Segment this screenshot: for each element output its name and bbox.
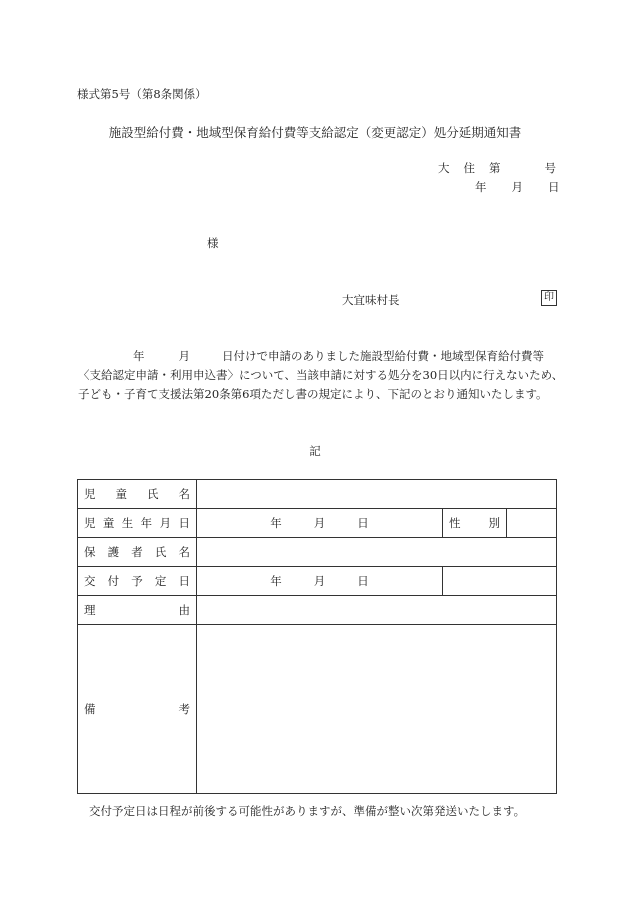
label-child-dob: 児 童 生 年 月 日 — [78, 509, 197, 538]
row-remarks — [78, 625, 557, 794]
row-child-name — [78, 480, 557, 509]
label-guardian: 保 護 者 氏 名 — [78, 538, 197, 567]
form-number: 様式第5号（第8条関係） — [77, 87, 207, 101]
document-title: 施設型給付費・地域型保育給付費等支給認定（変更認定）処分延期通知書 — [108, 125, 522, 140]
label-gender: 性 別 — [443, 509, 507, 538]
ref-char: 第 — [489, 161, 501, 175]
notification-table — [77, 479, 557, 794]
footer-note: 交付予定日は日程が前後する可能性がありますが、準備が整い次第発送いたします。 — [89, 804, 526, 818]
month-char: 月 — [511, 180, 523, 194]
ref-char: 大 — [438, 161, 450, 175]
month-char: 月 — [178, 349, 190, 363]
label-remarks: 備 考 — [78, 625, 197, 794]
body-line-2: 〈支給認定申請・利用申込書〉について、当該申請に対する処分を30日以内に行えないため、 — [78, 368, 564, 382]
body-line-3: 子ども・子育て支援法第20条第6項ただし書の規定により、下記のとおり通知いたします。 — [78, 387, 548, 401]
value-child-name — [197, 480, 557, 509]
value-delivery-extra — [443, 567, 557, 596]
record-heading: 記 — [309, 444, 321, 458]
row-reason — [78, 596, 557, 625]
label-child-name: 児 童 氏 名 — [78, 480, 197, 509]
label-delivery-date: 交 付 予 定 日 — [78, 567, 197, 596]
ref-char: 住 — [463, 161, 475, 175]
label-reason: 理 由 — [78, 596, 197, 625]
value-gender — [507, 509, 557, 538]
body-line-1 — [78, 347, 558, 366]
ref-char: 号 — [544, 161, 556, 175]
reference-number — [438, 160, 556, 176]
seal-mark: 印 — [541, 290, 557, 306]
reference-date — [475, 179, 560, 195]
body-line-1-text: 日付けで申請のありました施設型給付費・地域型保育給付費等 — [222, 349, 544, 363]
day-char: 日 — [548, 180, 560, 194]
year-char: 年 — [475, 180, 487, 194]
body-text — [78, 347, 564, 404]
addressee-suffix: 様 — [207, 236, 219, 250]
value-remarks — [197, 625, 557, 794]
value-delivery-date: 年 月 日 — [197, 567, 443, 596]
row-delivery-date — [78, 567, 557, 596]
value-guardian — [197, 538, 557, 567]
year-char: 年 — [133, 349, 145, 363]
row-guardian — [78, 538, 557, 567]
value-child-dob: 年 月 日 — [197, 509, 443, 538]
row-child-dob — [78, 509, 557, 538]
value-reason — [197, 596, 557, 625]
sender-name: 大宜味村長 — [342, 293, 400, 307]
